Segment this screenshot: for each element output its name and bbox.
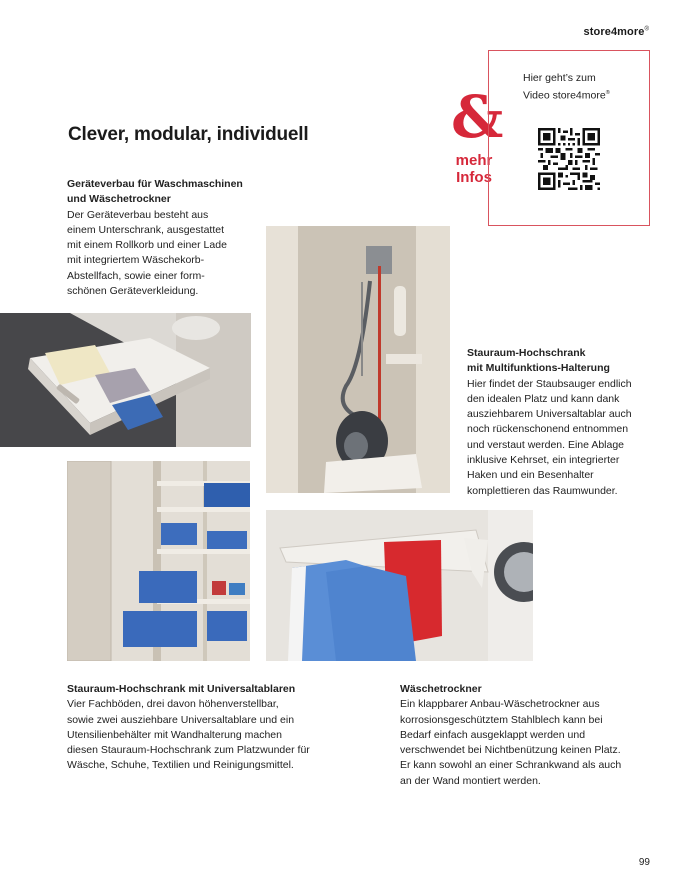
section-heading-line: Stauraum-Hochschrank mit Universaltablaren: [67, 683, 296, 695]
page-title: Clever, modular, individuell: [68, 124, 309, 145]
body-line: Der Geräteverbau besteht aus: [67, 208, 209, 221]
more-info-line-1: mehr: [455, 152, 493, 169]
body-line: komplettieren das Raumwunder.: [467, 484, 618, 497]
body-line: mit einem Rollkorb und einer Lade: [67, 239, 227, 252]
video-promo-box: [488, 50, 650, 226]
video-line-1: Hier geht’s zum: [523, 72, 596, 84]
body-line: an der Wand montiert werden.: [400, 774, 541, 787]
vacuum-cabinet-illustration: [266, 226, 450, 493]
shelf-cabinet-illustration: [67, 461, 250, 661]
page-number: 99: [638, 857, 650, 868]
section-heading-line: Stauraum-Hochschrank: [467, 347, 586, 359]
section-heading-line: Wäschetrockner: [400, 683, 482, 695]
photo-waeschetrockner: [266, 510, 533, 661]
video-promo-text: [523, 71, 610, 104]
section-waeschetrockner: [400, 682, 660, 789]
brand-logo: [584, 26, 649, 38]
body-line: Abstellfach, sowie einer form-: [67, 269, 205, 282]
body-line: Hier findet der Staubsauger endlich: [467, 377, 632, 390]
body-line: inklusive Kehrset, ein integrierter: [467, 454, 620, 467]
section-heading-line: mit Multifunktions-Halterung: [467, 362, 610, 375]
section-heading-line: und Wäschetrockner: [67, 193, 171, 206]
body-line: Er kann sowohl an einer Schrankwand als auch: [400, 759, 622, 772]
qr-code-icon[interactable]: [538, 128, 600, 190]
body-line: und verstaut werden. Eine Ablage: [467, 438, 625, 451]
body-line: Vier Fachböden, drei davon höhenverstellbar,: [67, 698, 279, 711]
video-line-2: Video store4more: [523, 89, 606, 102]
photo-multifunktion: [266, 226, 450, 493]
body-line: diesen Stauraum-Hochschrank zum Platzwunder für: [67, 744, 310, 757]
ampersand-logo: &: [451, 83, 504, 151]
brand-name: store4more: [583, 26, 645, 38]
body-line: sowie zwei ausziehbare Universaltablare und ein: [67, 713, 295, 726]
body-line: verschwendet bei Nichtbenützung keinen Platz.: [400, 744, 621, 757]
video-mark: ®: [605, 90, 610, 96]
body-line: Utensilienbehälter mit Wandhalterung machen: [67, 728, 282, 741]
body-line: mit integriertem Wäschekorb-: [67, 254, 205, 267]
body-line: ausziehbarem Universaltablar auch: [467, 408, 632, 421]
section-heading-line: Geräteverbau für Waschmaschinen: [67, 178, 243, 190]
body-line: den idealen Platz und kann dank: [467, 392, 620, 405]
body-line: Bedarf einfach ausgeklappt werden und: [400, 728, 586, 741]
body-line: einem Unterschrank, ausgestattet: [67, 223, 224, 236]
body-line: korrosionsgeschütztem Stahlblech kann bei: [400, 713, 603, 726]
drying-rack-illustration: [266, 510, 533, 661]
body-line: noch rückenschonend entnommen: [467, 423, 629, 436]
photo-geraeteverbau: [0, 313, 251, 447]
photo-universaltablare: [67, 461, 250, 661]
more-info-line-2: Infos: [456, 169, 492, 186]
drawer-illustration: [0, 313, 251, 447]
body-line: Haken und ein Besenhalter: [467, 469, 594, 482]
body-line: Ein klappbarer Anbau-Wäschetrockner aus: [400, 698, 600, 711]
section-multifunktion: [467, 346, 667, 499]
body-line: schönen Geräteverkleidung.: [67, 285, 199, 298]
section-universaltablare: [67, 682, 357, 774]
body-line: Wäsche, Schuhe, Textilien und Reinigungsmittel.: [67, 759, 294, 772]
section-geraeteverbau: [67, 177, 267, 299]
brand-mark: ®: [644, 26, 649, 33]
